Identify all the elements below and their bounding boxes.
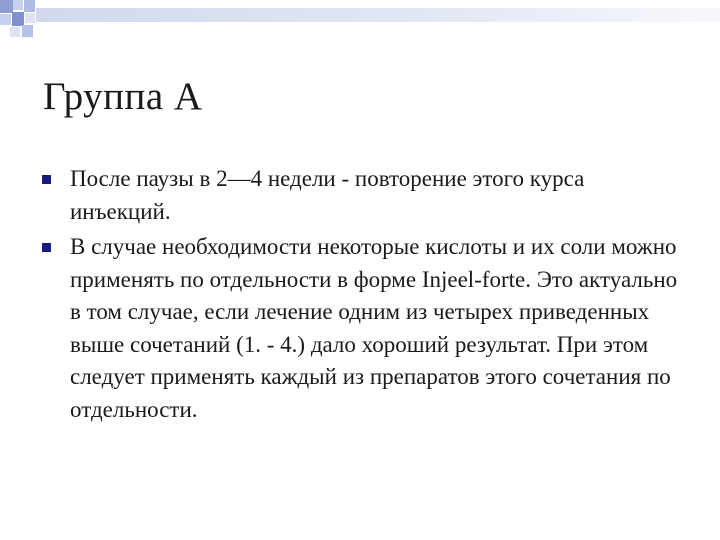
bullet-list <box>42 163 682 429</box>
band-square-7 <box>10 27 20 37</box>
slide-title: Группа А <box>43 75 203 118</box>
band-gradient <box>36 8 720 22</box>
band-square-5 <box>12 12 24 26</box>
band-square-3 <box>24 0 35 12</box>
bullet-item <box>42 163 682 228</box>
bullet-item <box>42 231 682 426</box>
bullet-text: В случае необходимости некоторые кислоты и их соли можно применять по отдельности в форме Injeel-forte. Это актуально в том случае, если лечение одним из четырех приведенных выше сочетаний (1. - 4.) дало хороший результат. При этом следует применять каждый из препаратов этого сочетания по отдельности. <box>70 234 678 422</box>
band-square-1 <box>0 0 13 13</box>
band-square-8 <box>22 25 33 37</box>
square-bullet-icon <box>42 243 51 252</box>
band-square-6 <box>25 13 35 23</box>
square-bullet-icon <box>42 175 51 184</box>
decorative-header-band <box>0 0 720 44</box>
band-square-4 <box>0 14 11 25</box>
band-square-2 <box>13 0 23 10</box>
bullet-text: После паузы в 2—4 недели - повторение этого курса инъекций. <box>70 166 585 224</box>
